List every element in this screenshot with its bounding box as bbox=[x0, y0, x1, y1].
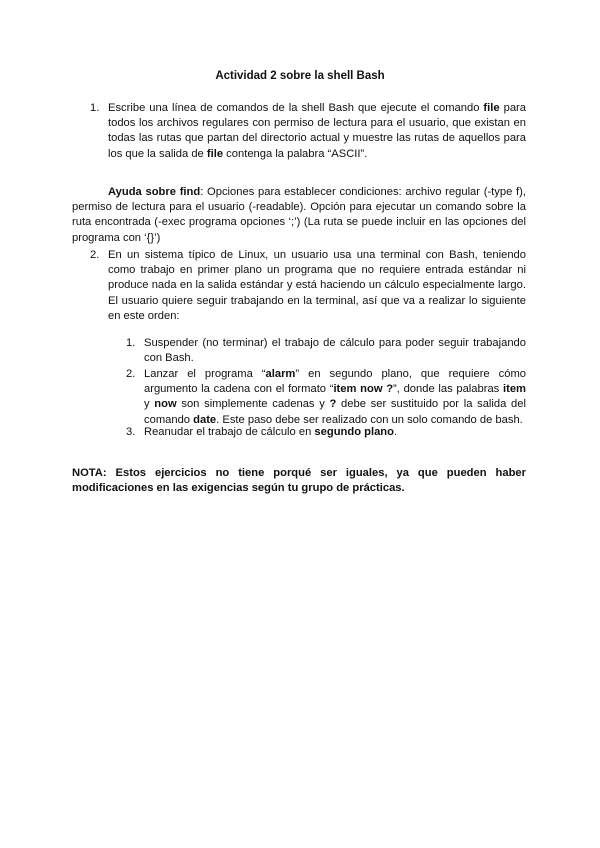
sublist-item-3 bbox=[126, 425, 526, 440]
text-run: son simplemente cadenas y bbox=[176, 398, 330, 411]
text-run: para todos los archivos regulares con permiso de lectura para el usuario, que existan en todas las rutas que partan del directorio actual y muestre las rutas de aquellos para los que la salida de bbox=[108, 102, 526, 160]
help-text: : Opciones para establecer condiciones: archivo regular (-type f), permiso de lectura para el usuario (-readable). Opción para ejecutar un comando sobre la ruta encontrada (-exec programa opciones ‘;’) (La ruta se puede incluir en las opciones del programa con ‘{}’) bbox=[72, 186, 526, 244]
help-paragraph bbox=[72, 185, 526, 246]
list-item-1 bbox=[90, 101, 526, 162]
sublist-item-text bbox=[144, 425, 526, 440]
list-number: 2. bbox=[90, 249, 100, 261]
text-run: contenga la palabra “ASCII”. bbox=[223, 147, 368, 160]
text-run: Escribe una línea de comandos de la shell Bash que ejecute el comando bbox=[108, 102, 484, 114]
text-run: . bbox=[393, 426, 398, 438]
bold-run: ? bbox=[329, 398, 337, 411]
sublist-number: 1. bbox=[126, 337, 136, 349]
sublist-item-text: Suspender (no terminar) el trabajo de cálculo para poder seguir trabajando con Bash. bbox=[144, 337, 526, 365]
document-title: Actividad 2 sobre la shell Bash bbox=[215, 70, 385, 82]
sublist-number: 2. bbox=[126, 368, 136, 380]
text-run: y bbox=[144, 398, 155, 411]
text-run: ” en segundo plano, que requiere cómo argumento la cadena con el formato “ bbox=[144, 368, 526, 396]
list-number: 1. bbox=[90, 102, 100, 114]
sublist-item-text bbox=[144, 367, 526, 428]
text-run: Reanudar el trabajo de cálculo en bbox=[144, 426, 315, 438]
text-run: Lanzar el programa “ bbox=[144, 368, 266, 380]
bold-run: date bbox=[193, 413, 217, 426]
note-paragraph: NOTA: Estos ejercicios no tiene porqué ser iguales, ya que pueden haber modificaciones en las exigencias según tu grupo de prácticas. bbox=[72, 467, 526, 495]
list-item-text: En un sistema típico de Linux, un usuario usa una terminal con Bash, teniendo como trabajo en primer plano un programa que no requiere entrada estándar ni produce nada en la salida estándar y está haciendo un cálculo especialmente largo. El usuario quiere seguir trabajando en la terminal, así que va a realizar lo siguiente en este orden: bbox=[108, 249, 526, 322]
bold-run: file bbox=[206, 147, 224, 160]
bold-run: now bbox=[154, 398, 177, 411]
text-run: . Este paso debe ser realizado con un solo comando de bash. bbox=[216, 413, 523, 426]
text-run: debe ser sustituido por la salida del comando bbox=[144, 398, 526, 426]
bold-run: alarm bbox=[265, 368, 296, 380]
bold-run: segundo plano bbox=[314, 426, 394, 438]
help-lead: Ayuda sobre find bbox=[108, 186, 201, 198]
list-item-text bbox=[108, 101, 526, 162]
bold-run: item now ? bbox=[333, 383, 394, 396]
list-item-2 bbox=[90, 248, 526, 324]
sublist-item-2 bbox=[126, 367, 526, 428]
sublist-item-1 bbox=[126, 336, 526, 366]
bold-run: item bbox=[502, 383, 526, 396]
text-run: ”, donde las palabras bbox=[393, 383, 503, 396]
sublist-number: 3. bbox=[126, 426, 136, 438]
bold-run: file bbox=[483, 102, 500, 114]
